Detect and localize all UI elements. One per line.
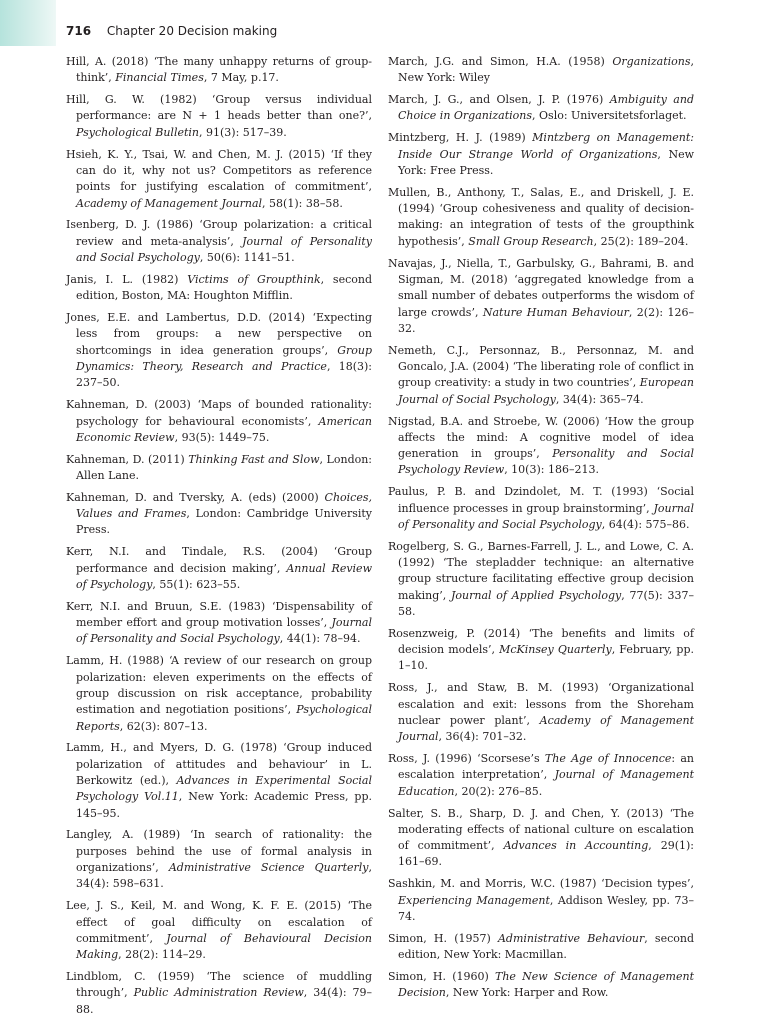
reference-text: , 2(2): 126–32. [398,305,695,335]
reference-text: Jones, E.E. and Lambertus, D.D. (2014) ‘Expecting less from groups: a new perspective on shortcomings in idea generation groups’, [66,311,372,357]
reference-source-title: American Economic Review [76,414,372,444]
reference-entry [388,751,694,800]
reference-source-title: Academy of Management Journal [398,713,694,744]
reference-text: , 91(3): 517–39. [199,125,287,139]
reference-entry [66,898,372,963]
reference-text: , 58(1): 38–58. [262,196,343,210]
reference-text: Rogelberg, S. G., Barnes-Farrell, J. L., and Lowe, C. A. (1992) ‘The stepladder technique: an alternative group structure facilitating effective group decision making’, [388,539,694,602]
reference-text: Sashkin, M. and Morris, W.C. (1987) ‘Decision types’, [388,877,694,891]
reference-text: Kahneman, D. (2003) ‘Maps of bounded rationality: psychology for behavioural economists’, [66,398,372,428]
references-right-column [388,54,694,1007]
reference-source-title: European Journal of Social Psychology [398,376,694,406]
reference-source-title: The Age of Innocence [544,752,672,766]
reference-entry [66,544,372,593]
reference-text: Mullen, B., Anthony, T., Salas, E., and Driskell, J. E. (1994) ‘Group cohesiveness and quality of decision-making: an integration of tests of the groupthink hypothesis’, [388,185,694,248]
reference-text: Simon, H. (1957) [388,931,498,945]
reference-entry [66,653,372,734]
reference-text: Kahneman, D. and Tversky, A. (eds) (2000) [66,490,325,504]
reference-entry [388,92,694,125]
reference-source-title: Advances in Accounting [503,839,649,853]
reference-source-title: Psychological Bulletin [76,125,200,139]
reference-source-title: Journal of Personality and Social Psychology [76,234,372,265]
reference-source-title: Journal of Management Education [398,768,694,798]
reference-text: , Addison Wesley, pp. 73–74. [398,893,694,923]
reference-text: Navajas, J., Niella, T., Garbulsky, G., Bahrami, B. and Sigman, M. (2018) ‘aggregated knowledge from a small number of debates outperforms the wisdom of large crowds’, [388,256,694,319]
reference-text: Lee, J. S., Keil, M. and Wong, K. F. E. (2015) ‘The effect of goal difficulty on escalation of commitment’, [66,899,372,945]
reference-text: , 25(2): 189–204. [593,234,689,248]
reference-entry [388,876,694,925]
chapter-title: Chapter 20 Decision making [106,24,278,38]
reference-text: , New York: Academic Press, pp. 145–95. [76,790,373,820]
reference-text: Paulus, P. B. and Dzindolet, M. T. (1993) ‘Social influence processes in group brainstorming’, [388,485,694,515]
reference-text: , 28(2): 114–29. [118,948,206,962]
reference-text: Kerr, N.I. and Tindale, R.S. (2004) ‘Group performance and decision making’, [66,545,372,575]
reference-text: , 10(3): 186–213. [504,463,599,477]
reference-text: Nigstad, B.A. and Stroebe, W. (2006) ‘How the group affects the mind: A cognitive model of idea generation in groups’, [388,414,694,461]
reference-text: , 93(5): 1449–75. [174,430,270,444]
reference-text: , 20(2): 276–85. [454,784,543,798]
reference-entry [66,969,372,1018]
reference-source-title: Annual Review of Psychology [76,561,372,591]
reference-source-title: McKinsey Quarterly [499,643,612,657]
reference-text: , 62(3): 807–13. [119,719,208,733]
reference-entry [66,490,372,539]
reference-source-title: Journal of Personality and Social Psychology [398,501,694,531]
reference-entry [388,130,694,179]
reference-text: , Oslo: Universitetsforlaget. [532,109,687,123]
reference-text: , 18(3): 237–50. [76,360,372,390]
reference-text: , New York: Wiley [398,55,694,85]
reference-entry [66,452,372,485]
reference-source-title: Journal of Behavioural Decision Making [76,931,372,962]
reference-source-title: Journal of Personality and Social Psychology [76,616,372,646]
reference-text: Nemeth, C.J., Personnaz, B., Personnaz, M. and Goncalo, J.A. (2004) ‘The liberating role of conflict in group creativity: a study in two countries’, [388,343,694,390]
reference-source-title: Experiencing Management [398,893,550,907]
reference-text: , 34(4): 79–88. [76,986,372,1016]
reference-text: Kahneman, D. (2011) [66,452,189,466]
reference-text: , 44(1): 78–94. [279,632,361,646]
reference-source-title: Victims of Groupthink [187,272,321,286]
reference-entry [388,969,694,1002]
reference-entry [66,217,372,266]
reference-text: Langley, A. (1989) ‘In search of rationality: the purposes behind the use of formal analysis in organizations’, [66,828,372,875]
reference-text: Lamm, H. (1988) ‘A review of our research on group polarization: eleven experiments on the effects of group discussion on risk acceptance, probability estimation and negotiation positions’, [66,654,372,717]
reference-source-title: Administrative Science Quarterly [168,861,369,875]
references-left-column [66,54,372,1024]
reference-entry [66,599,372,648]
reference-source-title: Psychological Reports [76,703,372,733]
reference-entry [388,256,694,337]
reference-entry [66,310,372,391]
reference-text: Rosenzweig, P. (2014) ‘The benefits and limits of decision models’, [388,626,694,657]
reference-source-title: Journal of Applied Psychology [451,588,622,602]
reference-text: Janis, I. L. (1982) [66,272,188,286]
reference-text: , 34(4): 365–74. [555,392,644,406]
reference-text: Lamm, H., and Myers, D. G. (1978) ‘Group induced polarization of attitudes and behaviour’ in L. Berkowitz (ed.), [66,741,372,787]
reference-entry [388,931,694,964]
reference-text: , 77(5): 337–58. [398,588,694,618]
reference-entry [66,397,372,446]
reference-text: , 36(4): 701–32. [438,730,527,744]
reference-text: Mintzberg, H. J. (1989) [388,131,533,145]
reference-source-title: Personality and Social Psychology Review [398,447,694,477]
reference-entry [66,740,372,821]
reference-source-title: Ambiguity and Choice in Organizations [398,93,694,123]
reference-text: , second edition, Boston, MA: Houghton Mifflin. [76,272,372,303]
reference-entry [66,54,372,87]
reference-source-title: Financial Times [115,71,204,85]
reference-text: Simon, H. (1960) [388,970,496,984]
page-number: 716 [66,24,92,38]
reference-text: Lindblom, C. (1959) ‘The science of muddling through’, [66,970,372,1000]
reference-source-title: Academy of Management Journal [76,196,263,210]
reference-source-title: Thinking Fast and Slow [188,452,320,466]
reference-entry [388,806,694,871]
reference-text: , 50(6): 1141–51. [199,251,295,265]
reference-entry [66,92,372,141]
reference-entry [388,539,694,620]
reference-text: Isenberg, D. J. (1986) ‘Group polarization: a critical review and meta-analysis’, [66,218,372,248]
reference-source-title: Organizations [612,55,691,68]
reference-text: , 34(4): 598–631. [76,861,372,891]
reference-text: Salter, S. B., Sharp, D. J. and Chen, Y. (2013) ‘The moderating effects of national culture on escalation of commitment’, [388,806,694,853]
reference-source-title: Public Administration Review [133,986,304,1000]
reference-entry [388,626,694,675]
reference-text: , 55(1): 623–55. [152,577,241,591]
running-header [66,24,277,38]
reference-entry [388,484,694,533]
reference-text: , second edition, New York: Macmillan. [398,931,694,962]
reference-entry [388,54,694,87]
reference-source-title: Small Group Research [468,234,594,248]
reference-source-title: Mintzberg on Management: Inside Our Strange World of Organizations [398,131,694,161]
reference-text: , February, pp. 1–10. [398,643,694,673]
reference-source-title: Nature Human Behaviour [482,305,629,319]
reference-text: , London: Cambridge University Press. [76,507,372,537]
reference-entry [388,680,694,745]
reference-entry [66,272,372,305]
reference-text: , New York: Harper and Row. [445,986,609,1000]
reference-entry [388,185,694,250]
reference-text: Ross, J., and Staw, B. M. (1993) ‘Organizational escalation and exit: lessons from the Shoreham nuclear power plant’, [388,681,694,727]
reference-text: , 29(1): 161–69. [398,839,694,869]
chapter-tab-accent [0,0,56,46]
reference-source-title: Advances in Experimental Social Psychology Vol.11 [76,774,372,804]
reference-text: March, J.G. and Simon, H.A. (1958) [388,55,613,68]
reference-text: , London: Allen Lane. [76,452,373,482]
reference-source-title: Group Dynamics: Theory, Research and Practice [76,343,372,374]
reference-source-title: Administrative Behaviour [497,931,645,945]
reference-text: , 64(4): 575–86. [601,517,690,531]
reference-text: Kerr, N.I. and Bruun, S.E. (1983) ‘Dispensability of member effort and group motivation losses’, [66,599,372,630]
reference-entry [388,343,694,408]
reference-text: Hill, G. W. (1982) ‘Group versus individual performance: are N + 1 heads better than one?’, [66,93,372,123]
reference-text: : an escalation interpretation’, [398,752,694,782]
reference-entry [388,414,694,479]
reference-text: , 7 May, p.17. [203,71,279,85]
reference-text: , New York: Free Press. [398,147,695,177]
reference-text: Hsieh, K. Y., Tsai, W. and Chen, M. J. (2015) ‘If they can do it, why not us? Competitors as reference points for justifying escalation of commitment’, [66,147,372,194]
reference-source-title: The New Science of Management Decision [398,970,694,1000]
reference-entry [66,147,372,212]
reference-source-title: Choices, Values and Frames [76,490,372,521]
reference-text: Hill, A. (2018) ‘The many unhappy returns of group-think’, [66,55,372,85]
reference-entry [66,827,372,892]
reference-text: Ross, J. (1996) ‘Scorsese’s [388,752,545,766]
reference-text: March, J. G., and Olsen, J. P. (1976) [388,93,610,107]
